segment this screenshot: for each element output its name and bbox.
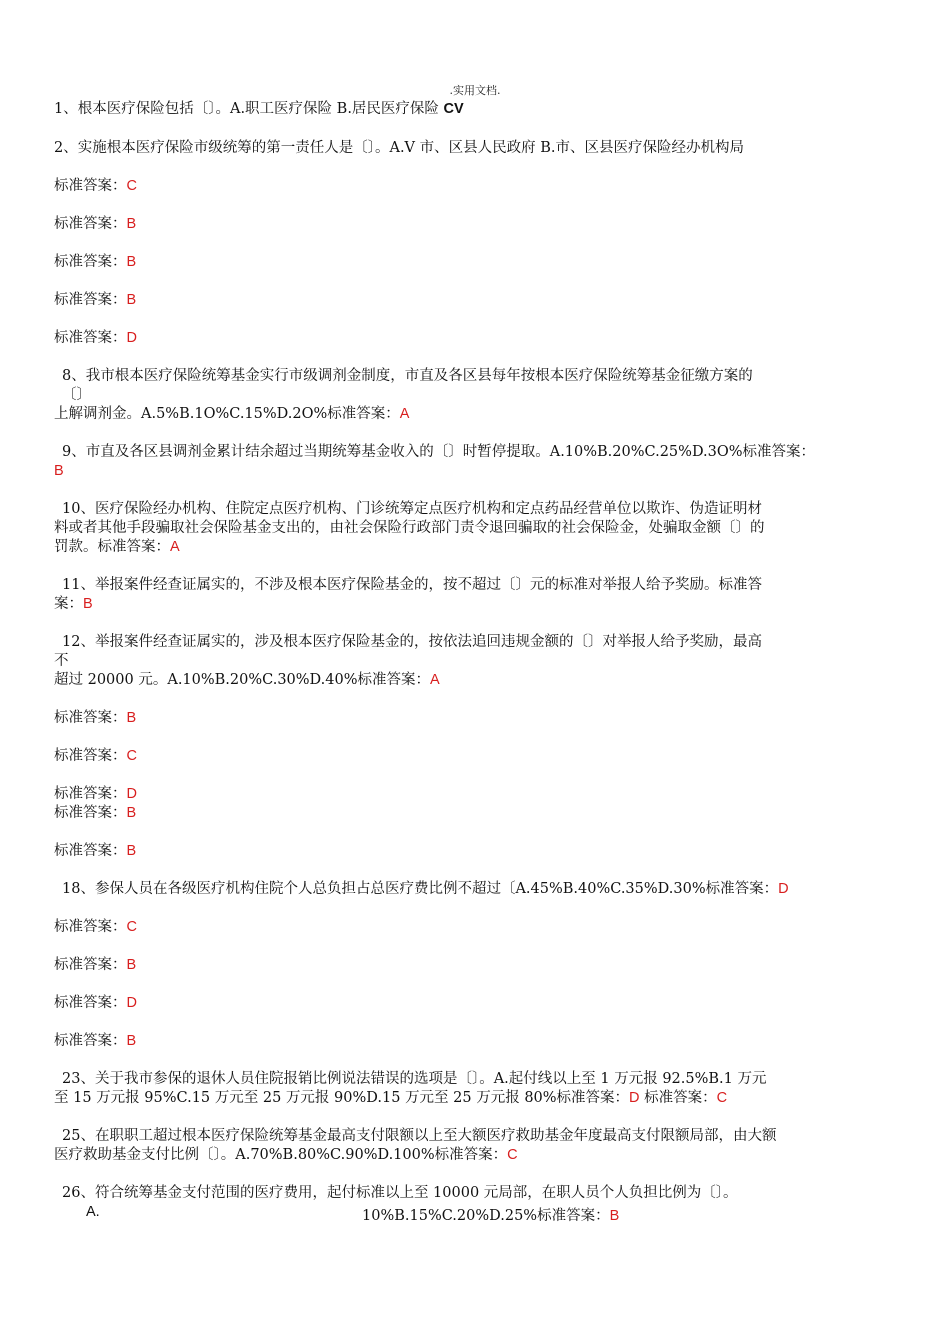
answer-line — [54, 748, 137, 765]
question-11-line1: 11、举报案件经查证属实的，不涉及根本医疗保险基金的，按不超过〔〕元的标准对举报人给予奖励。标准答 — [62, 577, 762, 593]
question-text: 至 15 万元报 95%C.15 万元至 25 万元报 90%D.15 万元至 25 万元报 80%标准答案： — [54, 1090, 630, 1106]
question-tail: CV — [443, 101, 464, 117]
answer-value: B — [126, 1033, 137, 1049]
question-25-line1: 25、在职职工超过根本医疗保险统筹基金最高支付限额以上至大额医疗救助基金年度最高支付限额局部，由大额 — [62, 1128, 777, 1144]
question-text: 上解调剂金。A.5%B.1O%C.15%D.2O%标准答案： — [54, 406, 400, 422]
answer-value: D — [778, 881, 789, 897]
answer-value: B — [83, 596, 93, 612]
answer-value: B — [609, 1208, 620, 1224]
answer-line — [54, 919, 137, 936]
question-25-line2 — [54, 1147, 518, 1164]
answer-line — [54, 957, 136, 974]
question-text: 罚款。标准答案： — [54, 539, 170, 555]
answer-value: D — [126, 330, 137, 346]
answer-value: B — [126, 710, 137, 726]
answer-value: B — [126, 957, 137, 973]
answer-value: B — [126, 843, 137, 859]
question-12-line3 — [54, 672, 440, 689]
answer-label: 标准答案： — [54, 919, 127, 935]
question-8-line2: 〔〕 — [62, 387, 91, 403]
answer-label: 标准答案： — [54, 748, 127, 764]
answer-line — [54, 178, 137, 195]
answer-label: 标准答案： — [54, 330, 127, 346]
answer-line — [54, 995, 137, 1012]
answer-label: 标准答案： — [54, 292, 127, 308]
answer-label: 标准答案： — [54, 843, 127, 859]
answer-line — [54, 330, 137, 347]
answer-value: B — [126, 216, 137, 232]
answer-value: B — [126, 805, 137, 821]
question-9-answer — [54, 463, 64, 480]
answer-value: B — [54, 463, 64, 479]
option-a-label: A. — [86, 1204, 100, 1220]
question-text: 10%B.15%C.20%D.25%标准答案： — [362, 1208, 610, 1224]
question-10-line3 — [54, 539, 180, 556]
answer-value: A — [170, 539, 180, 555]
answer-label: 标准答案： — [54, 254, 127, 270]
answer-value: B — [126, 292, 137, 308]
answer-label: 标准答案： — [54, 178, 127, 194]
question-2: 2、实施根本医疗保险市级统筹的第一责任人是〔〕。A.V 市、区县人民政府 B.市、区县医疗保险经办机构局 — [54, 140, 745, 156]
answer-line — [54, 1033, 136, 1050]
answer-label: 标准答案： — [54, 957, 127, 973]
answer-label: 标准答案： — [54, 1033, 127, 1049]
answer-value: C — [716, 1090, 728, 1106]
question-text: 18、参保人员在各级医疗机构住院个人总负担占总医疗费比例不超过〔A.45%B.40%C.35%D.30%标准答案： — [62, 881, 779, 897]
question-text: 案： — [54, 596, 83, 612]
question-12-line1: 12、举报案件经查证属实的，涉及根本医疗保险基金的，按依法追回违规金额的〔〕对举报人给予奖励，最高 — [62, 634, 762, 650]
answer-line — [54, 805, 136, 822]
question-1 — [54, 101, 464, 118]
question-11-line2 — [54, 596, 93, 613]
answer-value: C — [126, 178, 137, 194]
answer-label: 标准答案： — [54, 216, 127, 232]
question-10-line1: 10、医疗保险经办机构、住院定点医疗机构、门诊统筹定点医疗机构和定点药品经营单位以欺诈、伪造证明材 — [62, 501, 762, 517]
answer-value: C — [126, 919, 137, 935]
answer-line — [54, 216, 136, 233]
answer-line — [54, 710, 136, 727]
answer-label: 标准答案： — [54, 805, 127, 821]
answer-value: B — [126, 254, 137, 270]
question-18 — [62, 881, 789, 898]
answer-value: C — [507, 1147, 518, 1163]
question-12-line2: 不 — [54, 653, 69, 669]
question-8-line3 — [54, 406, 409, 423]
answer-line — [54, 254, 136, 271]
page-header: .实用文档. — [449, 84, 501, 97]
question-text: 超过 20000 元。A.10%B.20%C.30%D.40%标准答案： — [54, 672, 431, 688]
answer-value: A — [399, 406, 410, 422]
answer-value: D — [126, 786, 137, 802]
answer-value: D — [126, 995, 137, 1011]
answer-line — [54, 843, 136, 860]
answer-label: 标准答案： — [639, 1090, 717, 1106]
answer-value: C — [126, 748, 137, 764]
question-8-line1: 8、我市根本医疗保险统筹基金实行市级调剂金制度，市直及各区县每年按根本医疗保险统筹基金征缴方案的 — [62, 368, 753, 384]
answer-value: A — [430, 672, 440, 688]
answer-line — [54, 292, 136, 309]
question-26-options — [362, 1204, 619, 1225]
question-text: 1、根本医疗保险包括〔〕。A.职工医疗保险 B.居民医疗保险 — [54, 101, 444, 117]
question-26-line1: 26、符合统筹基金支付范围的医疗费用，起付标准以上至 10000 元局部，在职人员个人负担比例为〔〕。 — [62, 1185, 738, 1201]
question-text: 医疗救助基金支付比例〔〕。A.70%B.80%C.90%D.100%标准答案： — [54, 1147, 508, 1163]
answer-value: D — [629, 1090, 640, 1106]
question-9-line1: 9、市直及各区县调剂金累计结余超过当期统筹基金收入的〔〕时暂停提取。A.10%B.20%C.25%D.3O%标准答案： — [62, 444, 816, 460]
answer-label: 标准答案： — [54, 710, 127, 726]
answer-label: 标准答案： — [54, 786, 127, 802]
answer-line — [54, 786, 137, 803]
answer-label: 标准答案： — [54, 995, 127, 1011]
question-23-line2 — [54, 1090, 727, 1107]
question-23-line1: 23、关于我市参保的退休人员住院报销比例说法错误的选项是〔〕。A.起付线以上至 1 万元报 92.5%B.1 万元 — [62, 1071, 767, 1087]
question-10-line2: 料或者其他手段骗取社会保险基金支出的，由社会保险行政部门责令退回骗取的社会保险金，处骗取金额〔〕的 — [54, 520, 765, 536]
